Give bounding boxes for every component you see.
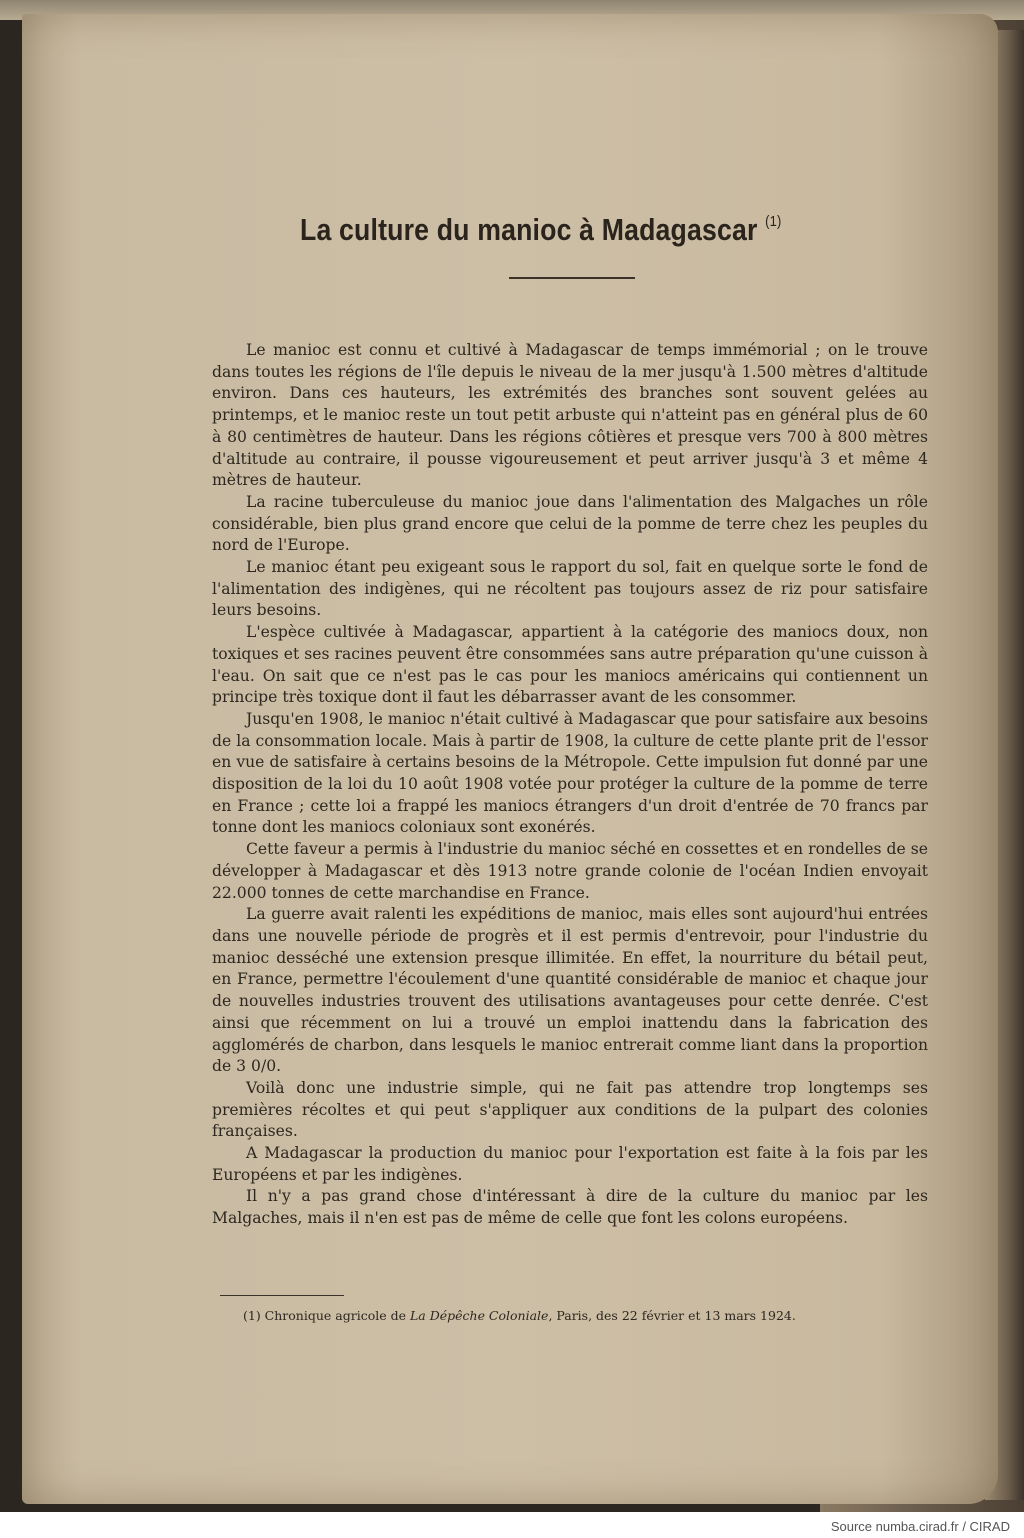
paragraph: Le manioc est connu et cultivé à Madagascar de temps immémorial ; on le trouve dans toutes les régions de l'île depuis le niveau de la mer jusqu'à 1.500 mètres d'altitude environ. Dans ces hauteurs, les extrémités des branches sont souvent gelées au printemps, et le manioc reste un tout petit arbuste qui n'atteint pas en général plus de 60 à 80 centimètres de hauteur. Dans les régions côtières et presque vers 700 à 800 mètres d'altitude au contraire, il pousse vigoureusement et peut arriver jusqu'à 3 et même 4 mètres de hauteur. bbox=[212, 341, 928, 490]
paragraph: La racine tuberculeuse du manioc joue dans l'alimentation des Malgaches un rôle considérable, bien plus grand encore que celui de la pomme de terre chez les peuples du nord de l'Europe. bbox=[212, 492, 928, 555]
title-footnote-ref: (1) bbox=[765, 213, 782, 230]
source-credit: Source numba.cirad.fr / CIRAD bbox=[830, 1519, 1010, 1534]
paragraph: La guerre avait ralenti les expéditions de manioc, mais elles sont aujourd'hui entrées dans une nouvelle période de progrès et il est permis d'entrevoir, pour l'industrie du manioc desséché une extension presque illimitée. En effet, la nourriture du bétail peut, en France, permettre l'écoulement d'une quantité considérable de manioc et chaque jour de nouvelles industries trouvent des utilisations avantageuses pour cette denrée. C'est ainsi que récemment on lui a trouvé un emploi inattendu dans la fabrication des agglomérés de charbon, dans lesquels le manioc entrerait comme liant dans la proportion de 3 0/0. bbox=[212, 905, 928, 1076]
paragraph: Il n'y a pas grand chose d'intéressant à dire de la culture du manioc par les Malgaches, mais il n'en est pas de même de celle que font les colons européens. bbox=[212, 1187, 928, 1228]
page-title bbox=[300, 212, 782, 248]
article-body bbox=[212, 340, 928, 1230]
paragraph: Cette faveur a permis à l'industrie du manioc séché en cossettes et en rondelles de se développer à Madagascar et dès 1913 notre grande colonie de l'océan Indien envoyait 22.000 tonnes de cette marchandise en France. bbox=[212, 840, 928, 902]
title-divider bbox=[509, 277, 635, 279]
footnote-suffix: , Paris, des 22 février et 13 mars 1924. bbox=[548, 1308, 796, 1323]
footnote-prefix: (1) Chronique agricole de bbox=[243, 1308, 410, 1323]
footnote-source: La Dépêche Coloniale bbox=[409, 1308, 549, 1323]
paragraph: A Madagascar la production du manioc pour l'exportation est faite à la fois par les Européens et par les indigènes. bbox=[212, 1144, 928, 1184]
paragraph: Le manioc étant peu exigeant sous le rapport du sol, fait en quelque sorte le fond de l'alimentation des indigènes, qui ne récoltent pas toujours assez de riz pour satisfaire leurs besoins. bbox=[212, 558, 928, 620]
footnote-divider bbox=[220, 1295, 344, 1296]
title-text: La culture du manioc à Madagascar bbox=[300, 212, 758, 247]
paragraph: Jusqu'en 1908, le manioc n'était cultivé à Madagascar que pour satisfaire aux besoins de la consommation locale. Mais à partir de 1908, la culture de cette plante prit de l'essor en vue de satisfaire à certains besoins de la Métropole. Cette impulsion fut donné par une disposition de la loi du 10 août 1908 votée pour protéger la culture de la pomme de terre en France ; cette loi a frappé les maniocs étrangers d'un droit d'entrée de 70 francs par tonne dont les maniocs coloniaux sont exonérés. bbox=[212, 709, 928, 837]
footnote bbox=[243, 1308, 883, 1323]
paragraph: Voilà donc une industrie simple, qui ne fait pas attendre trop longtemps ses premières récoltes et qui peut s'appliquer aux conditions de la pulpart des colonies françaises. bbox=[212, 1078, 928, 1141]
paragraph: L'espèce cultivée à Madagascar, appartient à la catégorie des maniocs doux, non toxiques et ses racines peuvent être consommées sans autre préparation qu'une cuisson à l'eau. On sait que ce n'est pas le cas pour les maniocs américains qui contiennent un principe très toxique dont il faut les débarrasser avant de les consommer. bbox=[212, 623, 928, 707]
